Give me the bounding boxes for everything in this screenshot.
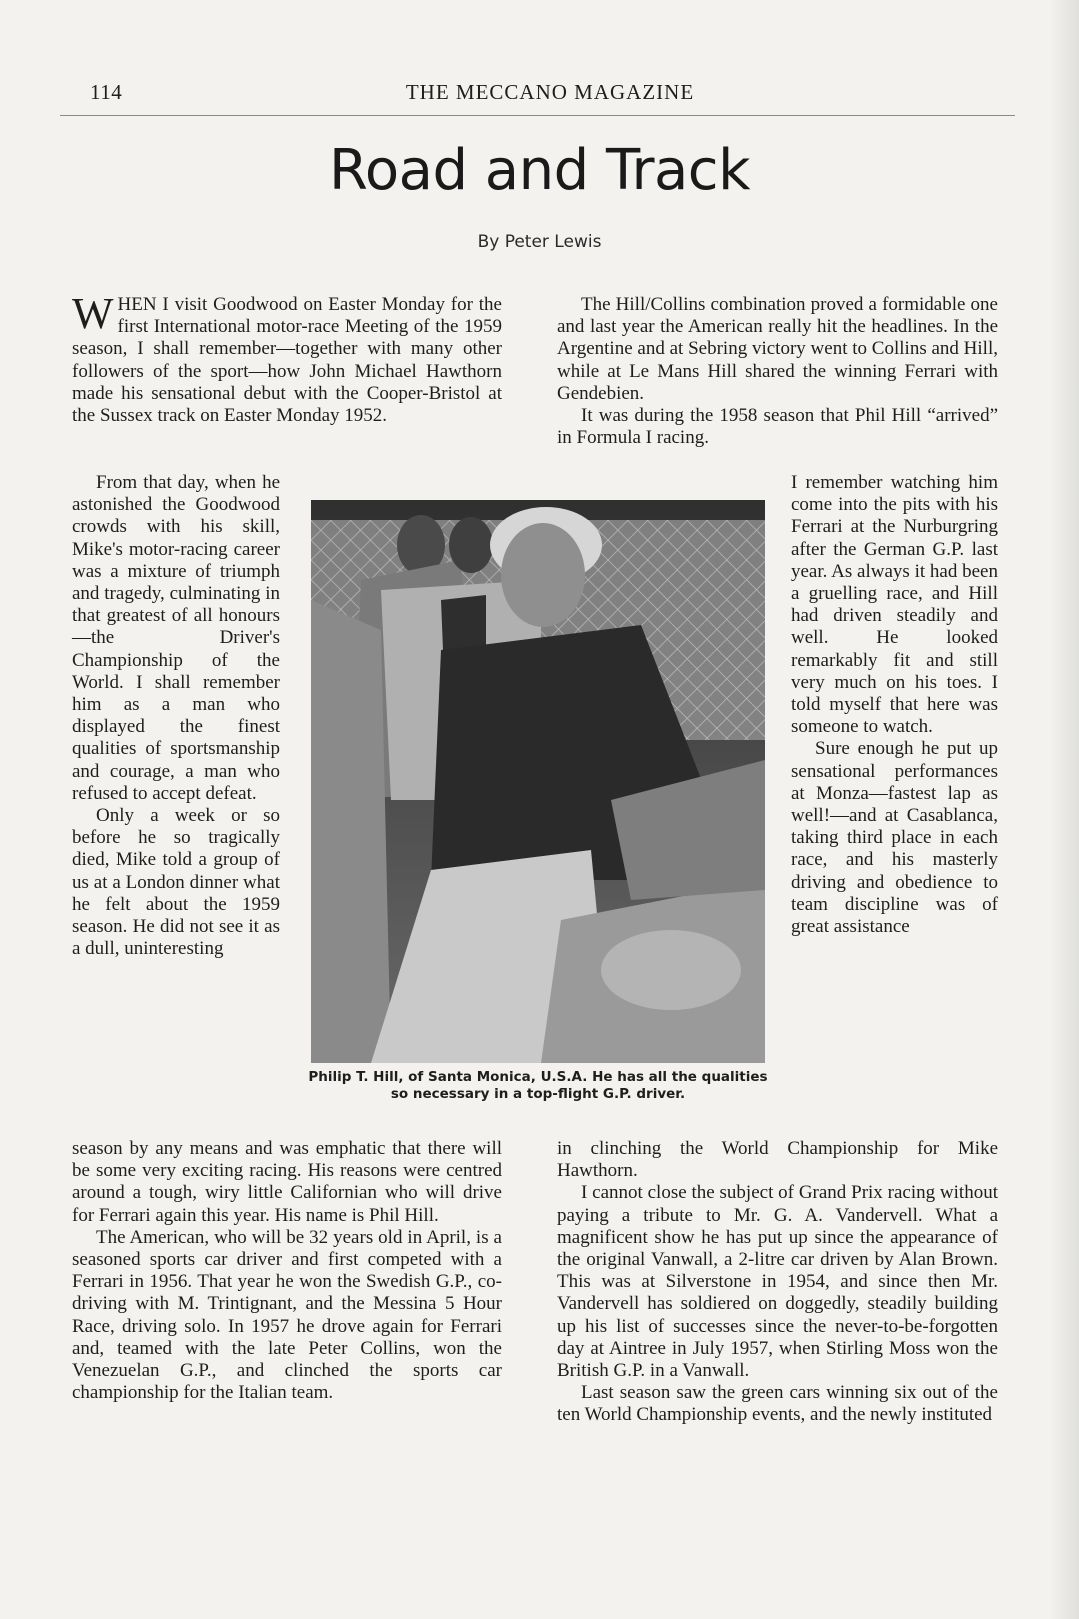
left-column-intro <box>72 289 502 427</box>
photo-illustration <box>311 500 765 1063</box>
paragraph-from-that-day: From that day, when he astonished the Goodwood crowds with his skill, Mike's motor-racing career was a mixture of triumph and tragedy, culminating in that greatest of all honours—the Driver's Championship of the World. I shall remember him as a man who displayed the finest qualities of sportsmanship and courage, a man who refused to accept defeat. <box>72 472 280 804</box>
paragraph-season-continued: season by any means and was emphatic that there will be some very exciting racing. His reasons were centred around a tough, wiry little Californian who will drive for Ferrari again this year. His name is Phil Hill. <box>72 1138 502 1226</box>
photo-caption: Philip T. Hill, of Santa Monica, U.S.A. He has all the qualities so necessary in a top-flight G.P. driver. <box>308 1069 768 1102</box>
paragraph-the-american: The American, who will be 32 years old in April, is a seasoned sports car driver and first competed with a Ferrari in 1956. That year he won the Swedish G.P., co-driving with M. Trintignant, and the Messina 5 Hour Race, driving solo. In 1957 he drove again for Ferrari and, teamed with the late Peter Collins, won the Venezuelan G.P., and clinched the sports car championship for the Italian team. <box>72 1226 502 1404</box>
page-number: 114 <box>90 80 123 104</box>
driver-photograph <box>311 500 765 1063</box>
paragraph-week-before: Only a week or so before he so tragically died, Mike told a group of us at a London dinner what he felt about the 1959 season. He did not see it as a dull, uninteresting <box>72 805 280 960</box>
paragraph-last-season: Last season saw the green cars winning six out of the ten World Championship events, and the newly instituted <box>557 1382 998 1426</box>
drop-cap: W <box>72 289 114 338</box>
right-column-top <box>557 294 998 449</box>
page-header <box>90 80 1010 110</box>
paragraph-vandervell: I cannot close the subject of Grand Prix racing without paying a tribute to Mr. G. A. Vandervell. What a magnificent show he has put up since the appearance of the original Vanwall, a 2-litre car driven by Alan Brown. This was at Silverstone in 1954, and since then Mr. Vandervell has soldiered on doggedly, steadily building up his list of successes since the never-to-be-forgotten day at Aintree in July 1957, when Stirling Moss won the British G.P. in a Vanwall. <box>557 1182 998 1382</box>
article-title: Road and Track <box>328 138 750 203</box>
byline: By Peter Lewis <box>477 232 602 252</box>
paragraph-monza: Sure enough he put up sensational performances at Monza—fastest lap as well!—and at Casablanca, taking third place in each race, and his masterly driving and obedience to team discipline was of great assistance <box>791 738 998 938</box>
left-column-narrow <box>72 472 280 960</box>
right-column-bottom <box>557 1138 998 1427</box>
magazine-title: THE MECCANO MAGAZINE <box>405 80 695 104</box>
paragraph-nurburgring: I remember watching him come into the pits with his Ferrari at the Nurburgring after the German G.P. last year. As always it had been a gruelling race, and Hill had driven steadily and well. He looked remarkably fit and still very much on his toes. I told myself that here was someone to watch. <box>791 472 998 738</box>
intro-text: HEN I visit Goodwood on Easter Monday for the first International motor-race Meeting of the 1959 season, I shall remember—together with many other followers of the sport—how John Michael Hawthorn made his sensational debut with the Cooper-Bristol at the Sussex track on Easter Monday 1952. <box>72 294 502 427</box>
left-column-bottom <box>72 1138 502 1404</box>
right-column-narrow <box>791 472 998 938</box>
paragraph-hill-collins: The Hill/Collins combination proved a formidable one and last year the American really hit the headlines. In the Argentine and at Sebring victory went to Collins and Hill, while at Le Mans Hill shared the winning Ferrari with Gendebien. <box>557 294 998 404</box>
intro-paragraph <box>72 289 502 427</box>
paragraph-clinching: in clinching the World Championship for Mike Hawthorn. <box>557 1138 998 1182</box>
header-divider <box>60 115 1015 116</box>
paragraph-1958-season: It was during the 1958 season that Phil Hill “arrived” in Formula I racing. <box>557 405 998 449</box>
